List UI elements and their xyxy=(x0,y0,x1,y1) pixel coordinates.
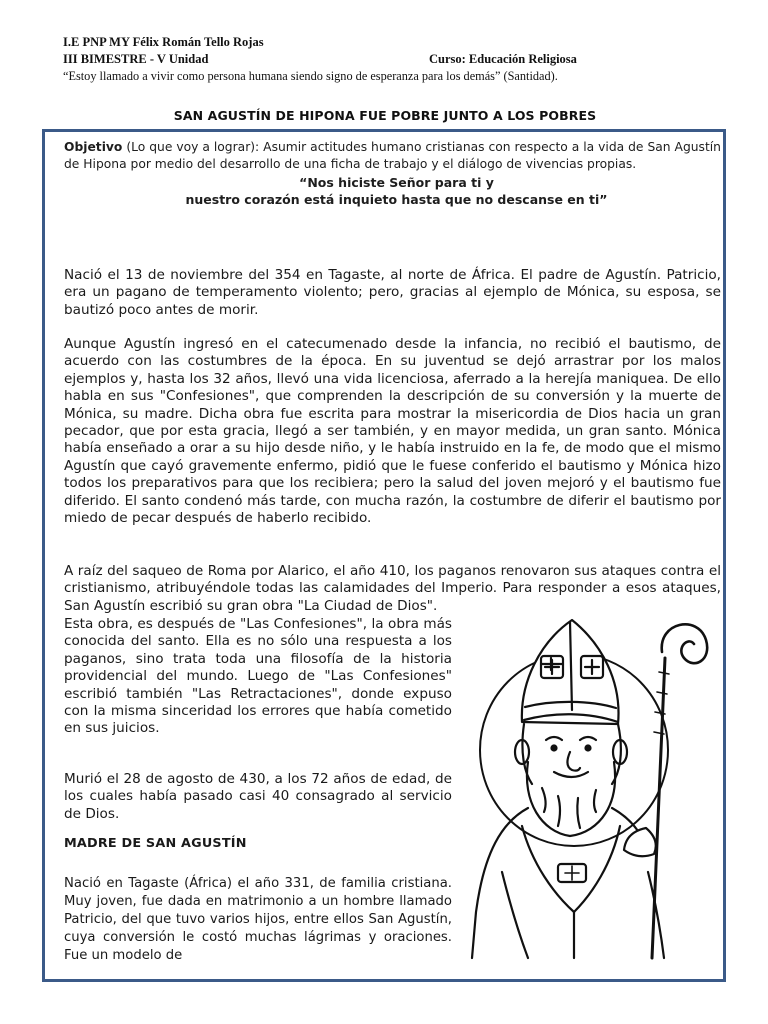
document-header xyxy=(63,34,723,85)
paragraph-city-of-god: A raíz del saqueo de Roma por Alarico, el año 410, los paganos renovaron sus ataques contra el cristianismo, atribuyéndole todas las calamidades del Imperio. Para responder a esos ataques, San Agustín escribió su gran obra "La Ciudad de Dios". xyxy=(64,563,721,614)
objective-text xyxy=(64,139,721,172)
quote-line-2: nuestro corazón está inquieto hasta que no descanse en ti” xyxy=(185,192,608,207)
quote xyxy=(64,173,721,209)
section-title-mother: MADRE DE SAN AGUSTÍN xyxy=(64,836,247,851)
paragraph-youth: Aunque Agustín ingresó en el catecumenado desde la infancia, no recibió el bautismo, de acuerdo con las costumbres de la época. En su juventud se dejó arrastrar por los malos ejemplos y, hasta los 32 años, llevó una vida licenciosa, aferrado a la herejía maniquea. De ello habla en sus "Confesiones", que comprenden la descripción de su conversión y la muerte de Mónica, su madre. Dicha obra fue escrita para mostrar la misericordia de Dios hacia un gran pecador, que por esta gracia, llegó a ser también, y en mayor medida, un gran santo. Mónica había enseñado a orar a su hijo desde niño, y le había instruido en la fe, de modo que el mismo Agustín que cayó gravemente enfermo, pidió que le fuese conferido el bautismo y Mónica hizo todos los preparativos para que los recibiera; pero la salud del joven mejoró y el bautismo fue diferido. El santo condenó más tarde, con mucha razón, la costumbre de diferir el bautismo por miedo de pecar después de haberlo recibido. xyxy=(64,336,721,527)
objective-label-note: (Lo que voy a lograr): xyxy=(122,140,264,154)
paragraph-birth: Nació el 13 de noviembre del 354 en Tagaste, al norte de África. El padre de Agustín. Patricio, era un pagano de temperamento violento; pero, gracias al ejemplo de Mónica, su esposa, se bautizó poco antes de morir. xyxy=(64,267,721,318)
objective-label: Objetivo xyxy=(64,140,123,154)
paragraph-death: Murió el 28 de agosto de 430, a los 72 años de edad, de los cuales había pasado casi 40 consagrado al servicio de Dios. xyxy=(64,771,452,822)
term-row xyxy=(63,51,723,68)
course-label: Curso: Educación Religiosa xyxy=(429,52,577,66)
quote-line-1: “Nos hiciste Señor para ti y xyxy=(299,175,494,190)
school-name: I.E PNP MY Félix Román Tello Rojas xyxy=(63,35,264,49)
objective-body: Asumir actitudes humano cristianas con respecto a la vida de San Agustín de Hipona por medio del desarrollo de una ficha de trabajo y el diálogo de vivencias propias. xyxy=(64,140,721,171)
page-title: SAN AGUSTÍN DE HIPONA FUE POBRE JUNTO A LOS POBRES xyxy=(173,108,597,123)
motto: “Estoy llamado a vivir como persona humana siendo signo de esperanza para los demás” (Santidad). xyxy=(63,69,558,83)
objective-block xyxy=(64,139,721,209)
saint-augustine-bishop-drawing-icon xyxy=(462,612,727,962)
term-label: III BIMESTRE - V Unidad xyxy=(63,52,209,66)
paragraph-monica: Nació en Tagaste (África) el año 331, de familia cristiana. Muy joven, fue dada en matrimonio a un hombre llamado Patricio, del que tuvo varios hijos, entre ellos San Agustín, cuya conversión le costó muchas lágrimas y oraciones. Fue un modelo de xyxy=(64,876,452,963)
paragraph-works: Esta obra, es después de "Las Confesiones", la obra más conocida del santo. Ella es no sólo una respuesta a los paganos, sino trata toda una filosofía de la historia providencial del mundo. Luego de "Las Confesiones" escribió también "Las Retractaciones", donde expuso con la misma sinceridad los errores que había cometido en sus juicios. xyxy=(64,616,452,737)
